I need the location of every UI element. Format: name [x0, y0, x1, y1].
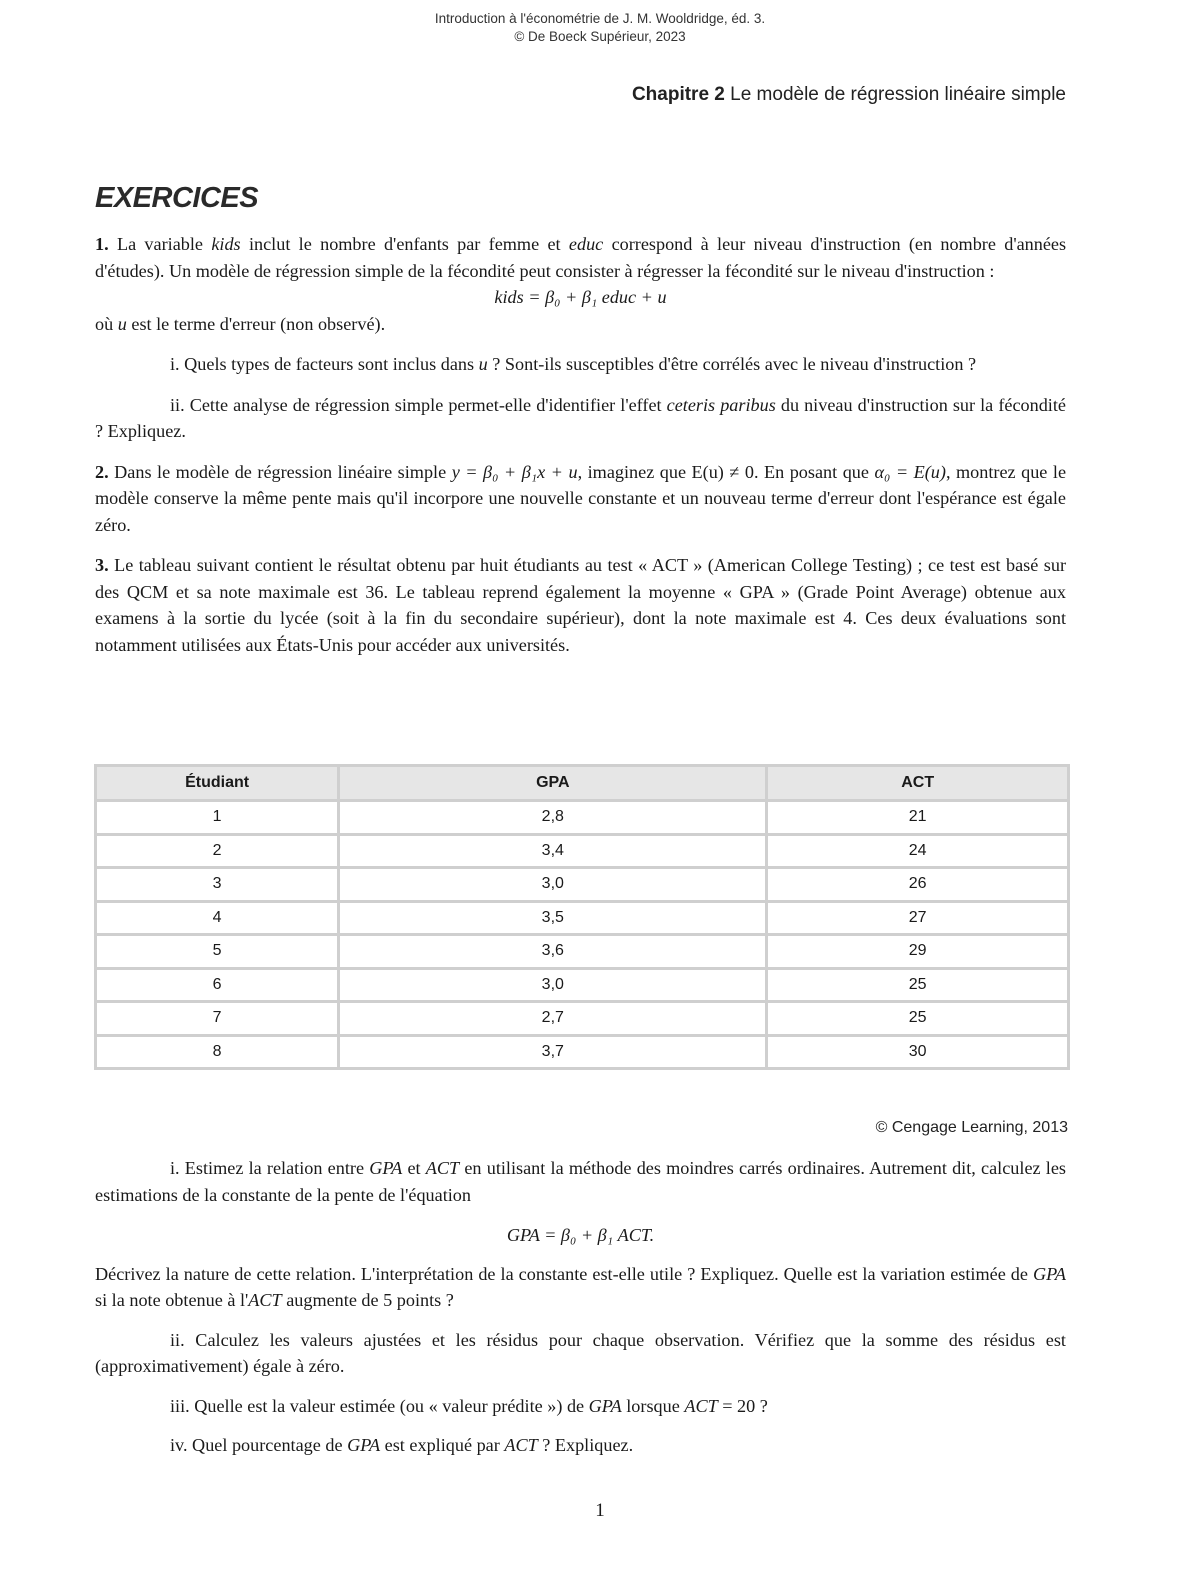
- table-credit: © Cengage Learning, 2013: [875, 1119, 1068, 1136]
- table-cell: 3,0: [339, 968, 767, 1002]
- ex1-var-u: u: [117, 313, 127, 334]
- ex2-equation: y = β₀ + β₁x + u: [451, 461, 578, 482]
- ex2-text-a: Dans le modèle de régression linéaire simple: [114, 461, 447, 482]
- ex2-text-c: , montrez que le modèle conserve la même pente mais qu'il incorpore une nouvelle constante et un nouveau terme d'erreur dont l'espérance est égale zéro.: [95, 461, 1067, 535]
- ex1-qi-u: u: [478, 354, 488, 374]
- table-row: [96, 901, 1069, 935]
- ex3-qiii-b: lorsque: [626, 1395, 680, 1416]
- ex3-qiv-a: iv. Quel pourcentage de: [170, 1435, 343, 1455]
- ex1-question-ii: [95, 392, 1066, 445]
- ex3-qiii-gpa: GPA: [588, 1395, 622, 1416]
- table-cell: 5: [96, 935, 339, 969]
- table-header: ACT: [767, 766, 1069, 801]
- ex3-qiv-gpa: GPA: [347, 1435, 381, 1455]
- chapter-title: Le modèle de régression linéaire simple: [730, 84, 1066, 105]
- exercise-1-number: 1.: [95, 234, 109, 254]
- table-cell: 3,5: [339, 901, 767, 935]
- table-cell: 3,0: [339, 868, 767, 902]
- ex3-qiv-act: ACT: [504, 1435, 538, 1455]
- ex1-var-kids: kids: [211, 234, 241, 254]
- publisher-line: © De Boeck Supérieur, 2023: [514, 29, 686, 44]
- table-cell: 25: [767, 968, 1069, 1002]
- exercise-3-number: 3.: [95, 555, 109, 575]
- table-cell: 2,8: [339, 801, 767, 835]
- table-cell: 2,7: [339, 1002, 767, 1036]
- table-header: GPA: [339, 766, 767, 801]
- table-row: [96, 834, 1069, 868]
- ex3-qi-e: augmente de 5 points ?: [286, 1290, 454, 1310]
- ex2-alpha: α₀ = E(u): [874, 461, 946, 482]
- table-cell: 2: [96, 834, 339, 868]
- ex3-qiii-a: iii. Quelle est la valeur estimée (ou « valeur prédite ») de: [170, 1395, 585, 1416]
- ex3-qi-c: Décrivez la nature de cette relation. L'interprétation de la constante est-elle utile ? Expliquez. Quelle est la variation estimée de: [95, 1263, 1028, 1284]
- ex1-text-a: La variable: [116, 234, 204, 254]
- ex1-text-b: inclut le nombre d'enfants par femme et: [248, 234, 561, 254]
- table-cell: 3,7: [339, 1035, 767, 1069]
- table-row: [96, 1002, 1069, 1036]
- table-row: [96, 1035, 1069, 1069]
- ex3-var-act: ACT: [425, 1158, 460, 1178]
- table-cell: 30: [767, 1035, 1069, 1069]
- table-cell: 24: [767, 834, 1069, 868]
- table-cell: 3,6: [339, 935, 767, 969]
- ex3-qiii-c: = 20 ?: [722, 1395, 768, 1416]
- ex1-qii-a: ii. Cette analyse de régression simple permet-elle d'identifier l'effet: [170, 394, 662, 415]
- ex3-qi-a: i. Estimez la relation entre: [170, 1158, 365, 1178]
- exercise-3-intro: [95, 552, 1066, 658]
- exercise-3-questions: [95, 1155, 1066, 1459]
- table-row: [96, 935, 1069, 969]
- table-row: [96, 968, 1069, 1002]
- ex1-var-educ: educ: [568, 234, 604, 254]
- exercise-2-number: 2.: [95, 461, 109, 482]
- table-cell: 26: [767, 868, 1069, 902]
- book-line: Introduction à l'économétrie de J. M. Wooldridge, éd. 3.: [434, 11, 766, 26]
- ex3-qiii-act: ACT: [684, 1395, 718, 1416]
- book-header: [0, 10, 1200, 46]
- table-header: Étudiant: [96, 766, 339, 801]
- exercise-1-intro: [95, 231, 1066, 284]
- table-header-row: [96, 766, 1069, 801]
- ex1-qii-ceteris: ceteris paribus: [666, 394, 776, 415]
- table-cell: 4: [96, 901, 339, 935]
- ex3-equation: GPA = β₀ + β₁ ACT.: [506, 1225, 655, 1245]
- section-title: EXERCICES: [95, 182, 259, 214]
- ex1-qi-a: i. Quels types de facteurs sont inclus dans: [170, 354, 475, 374]
- table-cell: 3,4: [339, 834, 767, 868]
- ex3-var-gpa: GPA: [369, 1158, 403, 1178]
- ex3-qiv-b: est expliqué par: [384, 1435, 500, 1455]
- table-cell: 21: [767, 801, 1069, 835]
- ex1-text-c: correspond à leur niveau d'instruction (en nombre d'années d'études). Un modèle de régression simple de la fécondité peut consister à régresser la fécondité sur le niveau d'instruction :: [95, 234, 1067, 281]
- table-cell: 8: [96, 1035, 339, 1069]
- page-number: 1: [595, 1500, 605, 1521]
- ex3-qiv-c: ? Expliquez.: [542, 1435, 634, 1455]
- ex3-question-iv: [95, 1432, 1066, 1459]
- chapter-header: [632, 84, 1066, 106]
- table-cell: 1: [96, 801, 339, 835]
- ex3-question-iii: [95, 1393, 1066, 1420]
- ex3-text: Le tableau suivant contient le résultat obtenu par huit étudiants au test « ACT » (American College Testing) ; ce test est basé sur des QCM et sa note maximale est 36. Le tableau reprend également la moyenne « GPA » (Grade Point Average) obtenue aux examens à la sortie du lycée (soit à la fin du secondaire supérieur), dont la note maximale est 4. Ces deux évaluations sont notamment utilisées aux États-Unis pour accéder aux universités.: [95, 555, 1066, 655]
- ex3-qi-b: en utilisant la méthode des moindres carrés ordinaires. Autrement dit, calculez les estimations de la constante de la pente de l'équation: [95, 1158, 1067, 1205]
- exercise-1: [95, 231, 1066, 658]
- ex3-qi-d: si la note obtenue à l': [95, 1290, 249, 1310]
- ex3-question-i: [95, 1155, 1066, 1208]
- table-cell: 29: [767, 935, 1069, 969]
- ex1-equation: kids = β₀ + β₁ educ + u: [494, 287, 667, 307]
- ex1-question-i: [95, 351, 1066, 378]
- ex2-text-b: , imaginez que E(u) ≠ 0. En posant que: [577, 461, 869, 482]
- ex3-question-i-cont: [95, 1261, 1066, 1314]
- ex1-qi-b: ? Sont-ils susceptibles d'être corrélés avec le niveau d'instruction ?: [492, 354, 977, 374]
- exercise-2: [95, 459, 1066, 539]
- ex1-error-term: [95, 311, 1066, 338]
- ex1-after-b: est le terme d'erreur (non observé).: [131, 313, 386, 334]
- table-cell: 7: [96, 1002, 339, 1036]
- ex1-qii-b: du niveau d'instruction sur la fécondité ? Expliquez.: [95, 394, 1066, 441]
- table-cell: 25: [767, 1002, 1069, 1036]
- ex3-question-ii: ii. Calculez les valeurs ajustées et les résidus pour chaque observation. Vérifiez que la somme des résidus est (approximativement) égale à zéro.: [95, 1329, 1066, 1376]
- table-row: [96, 801, 1069, 835]
- ex3-qi-act: ACT: [248, 1290, 282, 1310]
- ex1-after-a: où: [95, 313, 114, 334]
- table-cell: 3: [96, 868, 339, 902]
- ex3-qi-et: et: [407, 1158, 421, 1178]
- gpa-act-table: [94, 764, 1070, 1070]
- table-cell: 6: [96, 968, 339, 1002]
- table-row: [96, 868, 1069, 902]
- table-cell: 27: [767, 901, 1069, 935]
- ex3-qi-gpa: GPA: [1033, 1263, 1067, 1284]
- chapter-label: Chapitre 2: [631, 84, 725, 105]
